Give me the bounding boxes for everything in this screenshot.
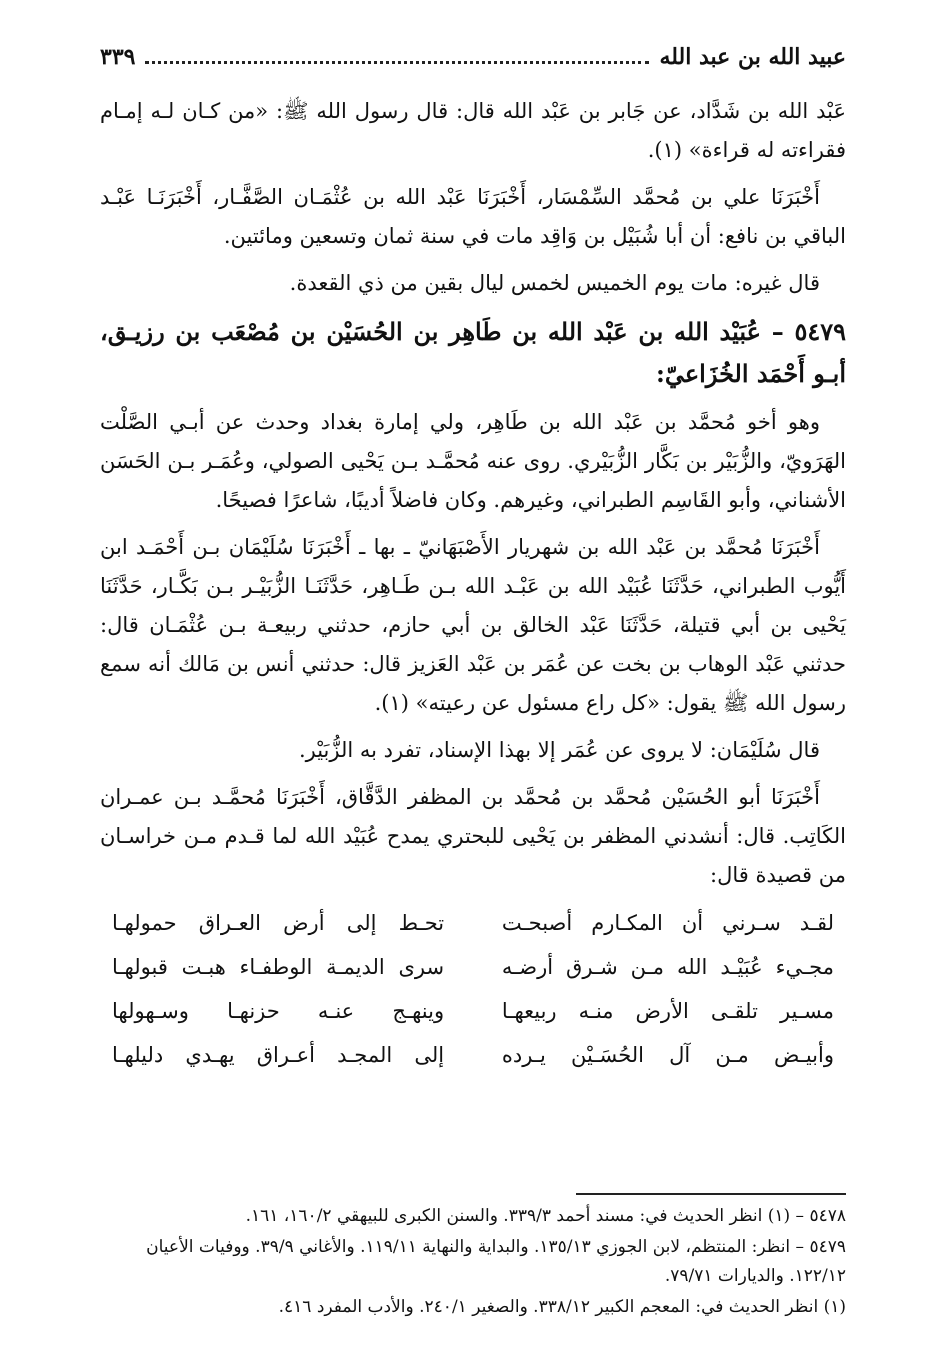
poem-verse <box>112 989 834 1033</box>
poem-verse <box>112 1033 834 1077</box>
paragraph-death-report: أَخْبَرَنَا علي بن مُحمَّد السِّمْسَار، أَخْبَرَنَا عَبْد الله بن عُثْمَـان الصَّفَّـار، أَخْبَرَنَـا عَبْـد الباقي بن نافع: أن أبا شُبَيْل بن وَاقِد مات في سنة ثمان وتسعين ومائتين. <box>100 185 846 248</box>
poem <box>112 901 834 1077</box>
paragraph-biography: وهو أخو مُحمَّد بن عَبْد الله بن طَاهِر، ولي إمارة بغداد وحدث عن أبـي الصَّلْت الهَرَويّ، والزُّبَيْر بن بَكَّار الزُّبَيْري. روى عنه مُحمَّـد بـن يَحْيى الصولي، وعُمَـر بـن الحَسَن الأشناني، وأبو القَاسِم الطبراني، وغيرهم. وكان فاضلاً أديبًا، شاعرًا فصيحًا. <box>100 410 846 512</box>
footnote-separator <box>576 1193 846 1195</box>
hemistich-first: لقـد سـرني أن المكـارم أصبحـت <box>501 911 834 935</box>
poem-verse <box>112 901 834 945</box>
hemistich-second: تحـط إلى أرض العـراق حمولهـا <box>112 911 445 935</box>
header-dot-leader <box>145 47 649 64</box>
footnotes <box>100 1202 846 1324</box>
running-title: عبيد الله بن عبد الله <box>659 44 846 70</box>
footnote: (١) انظر الحديث في: المعجم الكبير ٣٣٨/١٢. والصغير ٢٤٠/١. والأدب المفرد ٤١٦. <box>278 1297 846 1317</box>
entry-heading: ٥٤٧٩ – عُبَيْد الله بن عَبْد الله بن طَاهِر بن الحُسَيْن بن مُصْعَب بن رزيـق، أبـو أَحْمَد الخُزَاعيّ: <box>100 317 846 388</box>
footnote: ٥٤٧٩ – انظر: المنتظم، لابن الجوزي ١٣٥/١٣. والبداية والنهاية ١١٩/١١. والأغاني ٣٩/٩. ووفيات الأعيان ١٢٢/١٢. والديارات ٧٩/٧١. <box>146 1237 846 1286</box>
page-number: ٣٣٩ <box>100 44 136 70</box>
hemistich-second: إلى المجـد أعـراق يهـدي دليلهـا <box>112 1043 445 1067</box>
paragraph-hadith-end: عَبْد الله بن شَدَّاد، عن جَابر بن عَبْد الله قال: قال رسول الله ﷺ: «من كـان لـه إمـام فقراءته له قراءة» (١). <box>100 99 846 162</box>
hemistich-second: سرى الديمـة الوطفـاء هبـت قبولهـا <box>112 955 445 979</box>
poem-verse <box>112 945 834 989</box>
paragraph-sulayman-note: قال سُلَيْمَان: لا يروى عن عُمَر إلا بهذا الإسناد، تفرد به الزُّبَيْر. <box>298 738 820 762</box>
main-text <box>100 92 846 1077</box>
hemistich-first: مسـير تلقـى الأرض منـه ربيعهـا <box>501 999 834 1023</box>
paragraph-other-report: قال غيره: مات يوم الخميس لخمس ليال بقين من ذي القعدة. <box>289 271 820 295</box>
footnote: ٥٤٧٨ – (١) انظر الحديث في: مسند أحمد ٣٣٩/٣. والسنن الكبرى للبيهقي ١٦٠/٢، ١٦١. <box>245 1206 846 1226</box>
hemistich-first: وأبيـض مـن آل الحُسَـيْن يـرده <box>501 1043 834 1067</box>
hemistich-first: مجـيء عُبَيْـد الله مـن شـرق أرضـه <box>501 955 834 979</box>
page-header <box>100 44 846 70</box>
paragraph-poem-intro: أَخْبَرَنَا أبو الحُسَيْن مُحمَّد بن مُحمَّد بن المظفر الدَّقَّاق، أَخْبَرَنَا مُحمَّـد بـن عمـران الكَاتِب. قال: أنشدني المظفر بن يَحْيى للبحتري يمدح عُبَيْد الله لما قـدم مـن خراسـان من قصيدة قال: <box>100 785 846 887</box>
paragraph-isnad: أَخْبَرَنَا مُحمَّد بن عَبْد الله بن شهريار الأَصْبَهَانيّ ـ بها ـ أَخْبَرَنَا سُلَيْمَان بـن أَحْمَـد ابن أَيُّوب الطبراني، حَدَّثَنَا عُبَيْد الله بن عَبْـد الله بـن طَـاهِر، حَدَّثَنَـا الزُّبَيْـر بـن بَكَّـار، حَدَّثَنَا يَحْيى بن أبي قتيلة، حَدَّثَنَا عَبْد الخالق بن أبي حازم، حدثني ربيعـة بـن عُثْمَـان قال: حدثني عَبْد الوهاب بن بخت عن عُمَر بن عَبْد العَزيز قال: حدثني أنس بن مَالك أنه سمع رسول الله ﷺ يقول: «كل راع مسئول عن رعيته» (١). <box>100 535 846 715</box>
hemistich-second: وينهـج عنـه حزنهـا وسـهولها <box>112 999 445 1023</box>
